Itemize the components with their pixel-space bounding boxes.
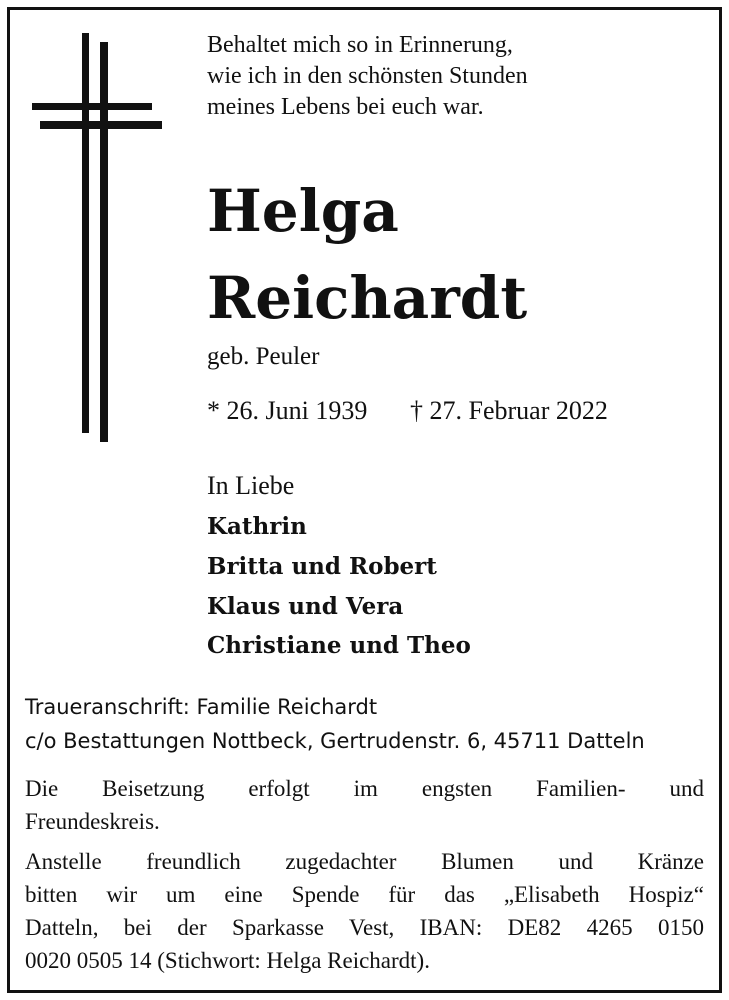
donation-line: Datteln, bei der Sparkasse Vest, IBAN: DE82 4265 0150	[25, 915, 704, 940]
mourner-name: Klaus und Vera	[207, 593, 404, 620]
mourner-name: Kathrin	[207, 513, 307, 540]
donation-line: bitten wir um eine Spende für das „Elisabeth Hospiz“	[25, 882, 704, 907]
donation-line: 0020 0505 14 (Stichwort: Helga Reichardt).	[25, 948, 430, 973]
mourner-name: Christiane und Theo	[207, 632, 471, 659]
cross-vertical-beam-1	[82, 33, 89, 433]
cross-horizontal-beam-2	[40, 121, 162, 129]
donation-request	[25, 845, 704, 977]
deceased-first-name: Helga	[207, 177, 399, 245]
cross-horizontal-beam-1	[32, 103, 152, 110]
mourners-intro: In Liebe	[207, 471, 295, 500]
burial-line: Freundeskreis.	[25, 809, 160, 834]
mourning-address-line: Traueranschrift: Familie Reichardt	[25, 695, 378, 719]
mourner-name: Britta und Robert	[207, 553, 437, 580]
mourning-address-line: c/o Bestattungen Nottbeck, Gertrudenstr. 6, 45711 Datteln	[25, 729, 645, 753]
donation-line: Anstelle freundlich zugedachter Blumen und Kränze	[25, 849, 704, 874]
maiden-name: geb. Peuler	[207, 343, 320, 370]
burial-notice	[25, 772, 704, 838]
deceased-last-name: Reichardt	[207, 264, 528, 332]
burial-line: Die Beisetzung erfolgt im engsten Familien- und	[25, 776, 704, 801]
verse-line: wie ich in den schönsten Stunden	[207, 63, 528, 89]
cross-vertical-beam-2	[100, 42, 108, 442]
verse-line: Behaltet mich so in Erinnerung,	[207, 32, 513, 58]
death-date: † 27. Februar 2022	[410, 396, 608, 425]
memorial-verse	[207, 30, 528, 123]
verse-line: meines Lebens bei euch war.	[207, 94, 484, 120]
birth-date: * 26. Juni 1939	[207, 396, 368, 425]
